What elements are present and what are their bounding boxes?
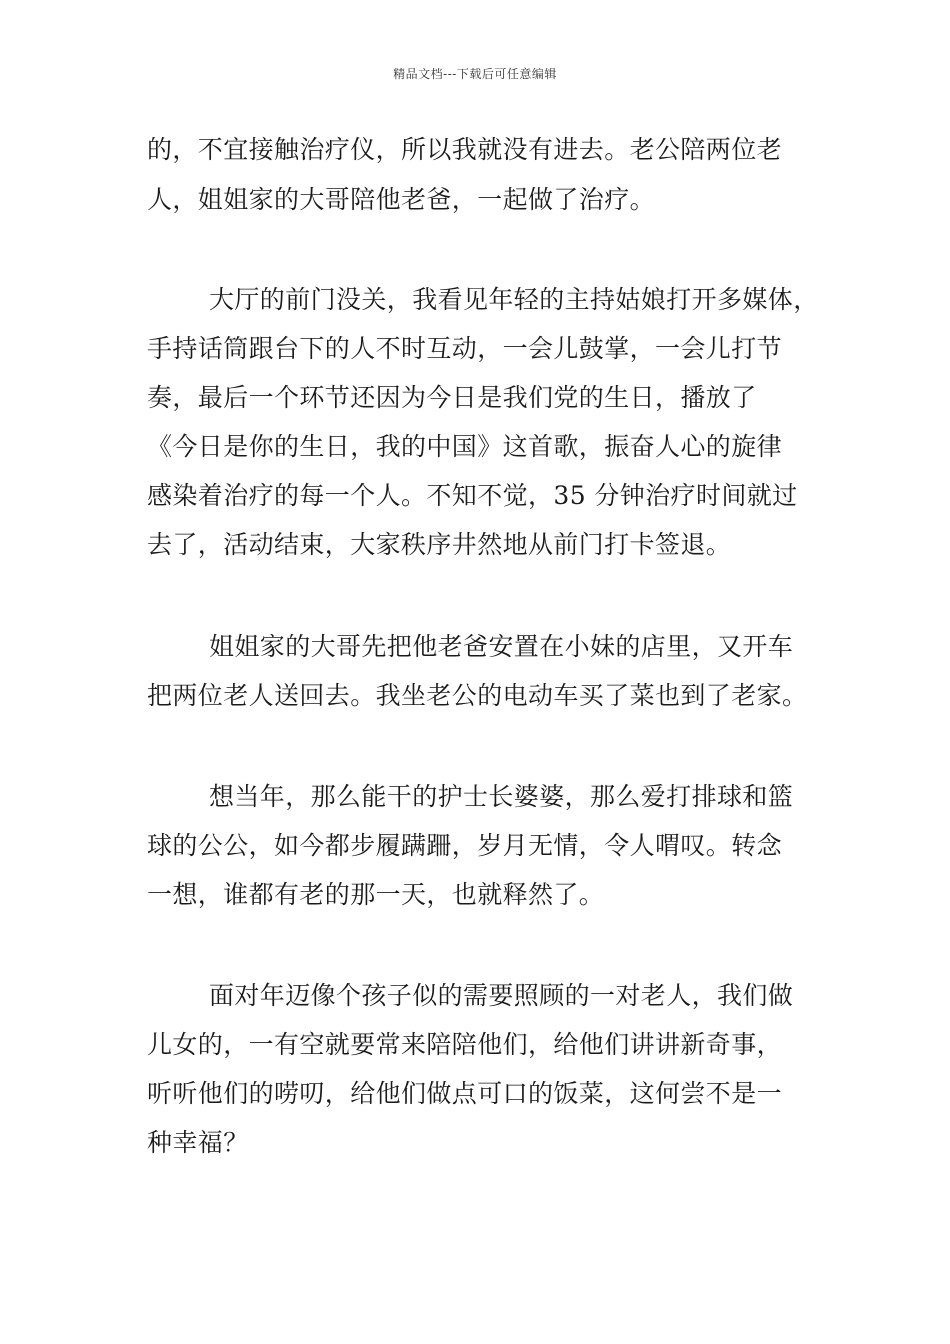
paragraph-4-line-3: 一想，谁都有老的那一天，也就释然了。	[147, 880, 605, 909]
paragraph-2-line-6: 去了，活动结束，大家秩序井然地从前门打卡签退。	[147, 530, 732, 559]
paragraph-5-line-3: 听听他们的唠叨，给他们做点可口的饭菜，这何尝不是一	[147, 1079, 783, 1108]
paragraph-1-line-2: 人，姐姐家的大哥陪他老爸，一起做了治疗。	[147, 185, 656, 214]
paragraph-3-line-2: 把两位老人送回去。我坐老公的电动车买了菜也到了老家。	[147, 681, 808, 710]
paragraph-5-line-2: 儿女的，一有空就要常来陪陪他们，给他们讲讲新奇事，	[147, 1030, 783, 1059]
paragraph-2-line-5: 感染着治疗的每一个人。不知不觉，35 分钟治疗时间就过	[147, 481, 798, 510]
paragraph-1-line-1: 的，不宜接触治疗仪，所以我就没有进去。老公陪两位老	[147, 135, 783, 164]
paragraph-5-line-1: 面对年迈像个孩子似的需要照顾的一对老人，我们做	[209, 981, 794, 1010]
paragraph-2-line-3: 奏，最后一个环节还因为今日是我们党的生日，播放了	[147, 383, 757, 412]
paragraph-3-line-1: 姐姐家的大哥先把他老爸安置在小妹的店里，又开车	[209, 632, 794, 661]
page-header: 精品文档---下载后可任意编辑	[393, 67, 557, 81]
paragraph-2-line-4: 《今日是你的生日，我的中国》这首歌，振奋人心的旋律	[147, 432, 783, 461]
paragraph-4-line-2: 球的公公，如今都步履蹒跚，岁月无情，令人喟叹。转念	[147, 831, 783, 860]
paragraph-2-line-2: 手持话筒跟台下的人不时互动，一会儿鼓掌，一会儿打节	[147, 334, 783, 363]
paragraph-5-line-4: 种幸福？	[147, 1128, 249, 1157]
paragraph-2-line-1: 大厅的前门没关，我看见年轻的主持姑娘打开多媒体，	[209, 285, 819, 314]
paragraph-4-line-1: 想当年，那么能干的护士长婆婆，那么爱打排球和篮	[209, 782, 794, 811]
